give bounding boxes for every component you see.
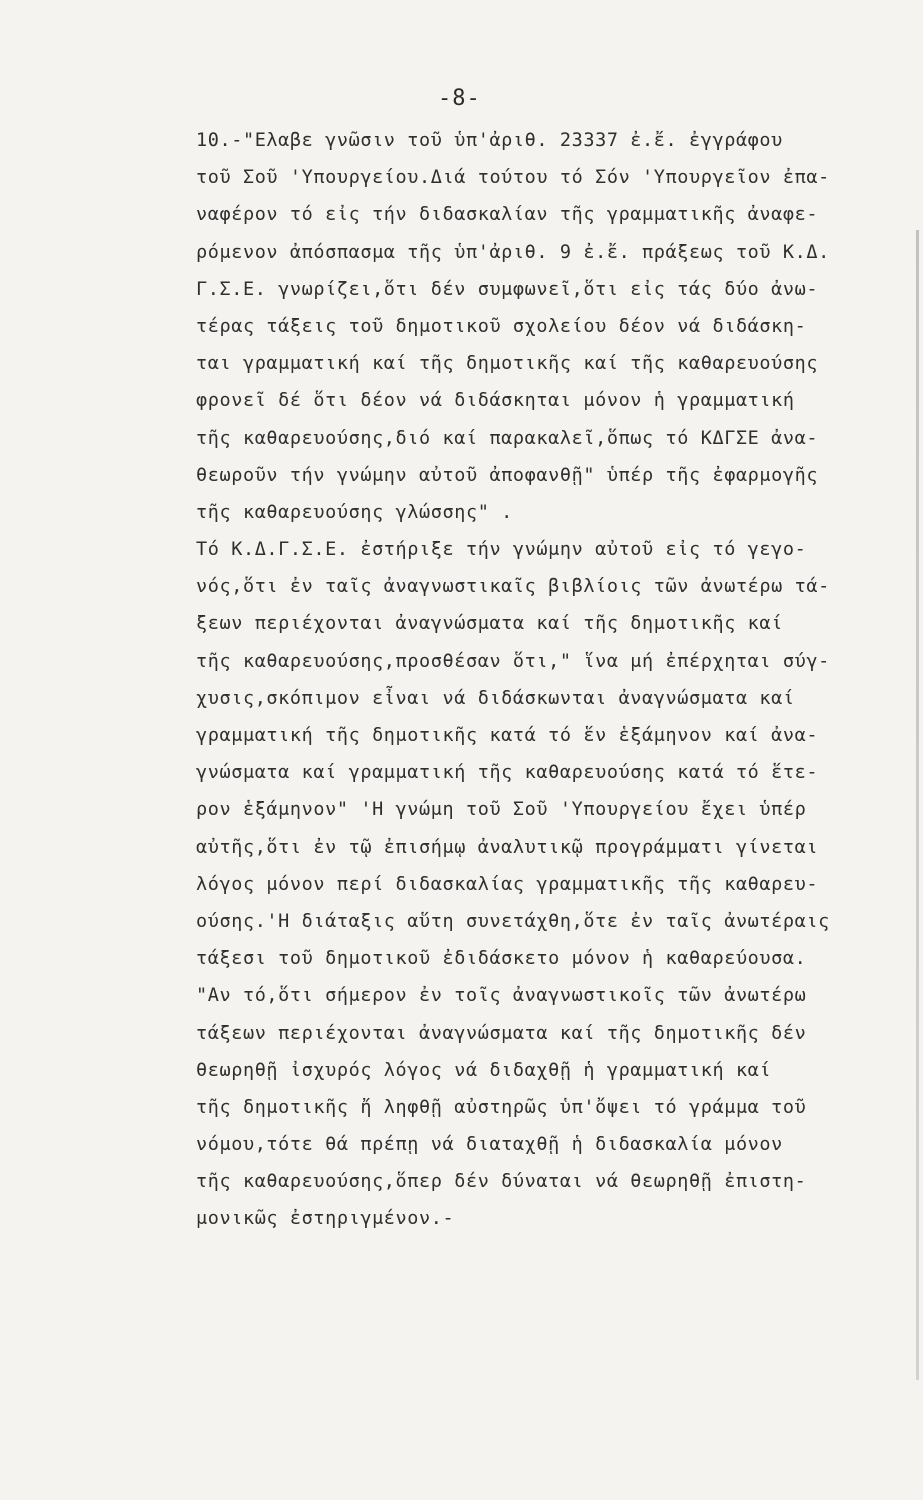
text-line: ναφέρον τό εἰς τήν διδασκαλίαν τῆς γραμματικῆς ἀναφε- [196,204,819,226]
text-line: τέρας τάξεις τοῦ δημοτικοῦ σχολείου δέον νά διδάσκη- [196,315,807,337]
text-line: Τό Κ.Δ.Γ.Σ.Ε. ἐστήριξε τήν γνώμην αὐτοῦ εἰς τό γεγο- [196,539,807,561]
text-line: τάξεσι τοῦ δημοτικοῦ ἐδιδάσκετο μόνον ἡ καθαρεύουσα. [196,948,807,970]
text-line: τῆς καθαρευούσης,προσθέσαν ὅτι," ἵνα μή ἐπέρχηται σύγ- [196,650,830,672]
text-line: τῆς καθαρευούσης γλώσσης" . [196,501,513,523]
text-line: χυσις,σκόπιμον εἶναι νά διδάσκωνται ἀναγνώσματα καί [196,687,795,709]
text-line: τῆς καθαρευούσης,ὅπερ δέν δύναται νά θεωρηθῇ ἐπιστη- [196,1171,807,1193]
text-line: αὐτῆς,ὅτι ἐν τῷ ἐπισήμῳ ἀναλυτικῷ προγράμματι γίνεται [196,836,819,858]
text-line: θεωροῦν τήν γνώμην αὐτοῦ ἀποφανθῇ" ὑπέρ τῆς ἐφαρμογῆς [196,464,819,486]
page-edge-shadow [916,230,919,1380]
text-line: "Αν τό,ὅτι σήμερον ἐν τοῖς ἀναγνωστικοῖς τῶν ἀνωτέρω [196,985,807,1007]
text-line: γραμματική τῆς δημοτικῆς κατά τό ἕν ἑξάμηνον καί ἀνα- [196,725,819,746]
text-line: μονικῶς ἐστηριγμένον.- [196,1208,455,1230]
text-line: γνώσματα καί γραμματική τῆς καθαρευούσης κατά τό ἕτε- [196,762,819,784]
text-line: τοῦ Σοῦ 'Υπουργείου.Διά τούτου τό Σόν 'Υπουργεῖον ἐπα- [196,167,830,189]
text-line: νός,ὅτι ἐν ταῖς ἀναγνωστικαῖς βιβλίοις τῶν ἀνωτέρω τά- [196,576,830,598]
text-line: φρονεῖ δέ ὅτι δέον νά διδάσκηται μόνον ἡ γραμματική [196,390,795,412]
text-line: τάξεων περιέχονται ἀναγνώσματα καί τῆς δημοτικῆς δέν [196,1022,807,1044]
page-number: -8- [438,86,481,111]
text-line: ρόμενον ἀπόσπασμα τῆς ὑπ'ἀριθ. 9 ἐ.ἔ. πράξεως τοῦ Κ.Δ. [196,241,830,263]
typewritten-body [196,122,912,1238]
text-line: θεωρηθῇ ἰσχυρός λόγος νά διδαχθῇ ἡ γραμματική καί [196,1059,772,1081]
text-line: ρον ἑξάμηνον" 'Η γνώμη τοῦ Σοῦ 'Υπουργείου ἔχει ὑπέρ [196,799,807,821]
text-line: ούσης.'Η διάταξις αὕτη συνετάχθη,ὅτε ἐν ταῖς ἀνωτέραις [196,910,830,932]
text-line: Γ.Σ.Ε. γνωρίζει,ὅτι δέν συμφωνεῖ,ὅτι εἰς τάς δύο ἀνω- [196,278,819,300]
text-line: ξεων περιέχονται ἀναγνώσματα καί τῆς δημοτικῆς καί [196,613,783,635]
text-line: τῆς δημοτικῆς ἤ ληφθῇ αὐστηρῶς ὑπ'ὄψει τό γράμμα τοῦ [196,1096,807,1118]
text-line: ται γραμματική καί τῆς δημοτικῆς καί τῆς καθαρευούσης [196,353,819,375]
text-line: λόγος μόνον περί διδασκαλίας γραμματικῆς τῆς καθαρευ- [196,873,819,895]
text-line: τῆς καθαρευούσης,διό καί παρακαλεῖ,ὅπως τό ΚΔΓΣΕ ἀνα- [196,427,819,449]
text-line: 10.-"Ελαβε γνῶσιν τοῦ ὑπ'ἀριθ. 23337 ἐ.ἔ. ἐγγράφου [196,130,783,151]
text-line: νόμου,τότε θά πρέπῃ νά διαταχθῇ ἡ διδασκαλία μόνον [196,1134,783,1156]
